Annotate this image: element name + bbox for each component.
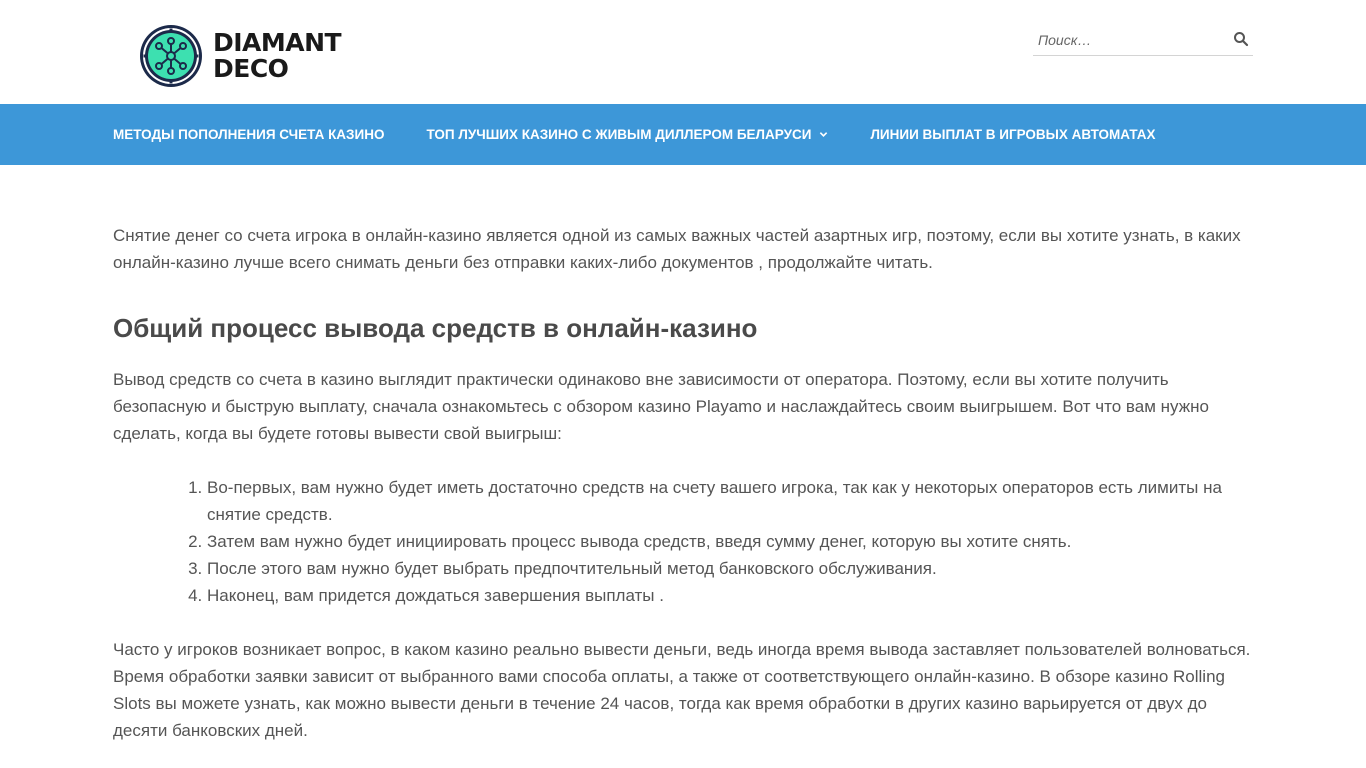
list-item: 4. Наконец, вам придется дождаться завершения выплаты .: [207, 582, 1253, 609]
list-item: 1. Во-первых, вам нужно будет иметь достаточно средств на счету вашего игрока, так как у некоторых операторов есть лимиты на снятие средств.: [207, 474, 1253, 528]
list-item: 3. После этого вам нужно будет выбрать предпочтительный метод банковского обслуживания.: [207, 555, 1253, 582]
search-form: [1033, 26, 1253, 56]
nav-item-label: ЛИНИИ ВЫПЛАТ В ИГРОВЫХ АВТОМАТАХ: [870, 127, 1156, 142]
site-header: [0, 0, 1366, 104]
withdrawal-steps-list: [207, 474, 1253, 609]
nav-item-deposit-methods[interactable]: [113, 127, 384, 142]
article-paragraph: Часто у игроков возникает вопрос, в каком казино реально вывести деньги, ведь иногда время вывода заставляет пользователей волноваться. Время обработки заявки зависит от выбранного вами способа оплаты, а также от соответствующего онлайн-казино. В обзоре казино Rolling Slots вы можете узнать, как можно вывести деньги в течение 24 часов, тогда как время обработки в других казино варьируется от двух до десяти банковских дней.: [113, 640, 1251, 740]
main-nav: [0, 104, 1366, 165]
nav-item-payout-lines[interactable]: [870, 127, 1155, 142]
nav-item-label: МЕТОДЫ ПОПОЛНЕНИЯ СЧЕТА КАЗИНО: [113, 127, 385, 142]
logo-roulette-icon: [139, 24, 203, 88]
search-input[interactable]: [1033, 26, 1223, 54]
logo-text: [213, 30, 341, 82]
chevron-down-icon: [819, 130, 828, 139]
search-button[interactable]: [1231, 30, 1251, 50]
article-paragraph: Вывод средств со счета в казино выглядит практически одинаково вне зависимости от оператора. Поэтому, если вы хотите получить безопасную и быструю выплату, сначала ознакомьтесь с обзором казино Playamo и наслаждайтесь своим выигрышем. Вот что вам нужно сделать, когда вы будете готовы вывести свой выигрыш:: [113, 370, 1209, 443]
article-content: [113, 222, 1253, 744]
article-heading: Общий процесс вывода средств в онлайн-казино: [113, 313, 758, 343]
search-icon: [1233, 31, 1249, 47]
nav-item-top-live-casinos[interactable]: [426, 127, 828, 142]
article-intro: Снятие денег со счета игрока в онлайн-казино является одной из самых важных частей азартных игр, поэтому, если вы хотите узнать, в каких онлайн-казино лучше всего снимать деньги без отправки каких-либо документов , продолжайте читать.: [113, 226, 1241, 272]
logo-text-line1: DIAMANT: [213, 28, 342, 57]
list-item: 2. Затем вам нужно будет инициировать процесс вывода средств, введя сумму денег, которую вы хотите снять.: [207, 528, 1253, 555]
nav-item-label: ТОП ЛУЧШИХ КАЗИНО С ЖИВЫМ ДИЛЛЕРОМ БЕЛАРУСИ: [426, 127, 812, 142]
site-logo[interactable]: [139, 24, 341, 88]
logo-text-line2: DECO: [213, 54, 289, 83]
